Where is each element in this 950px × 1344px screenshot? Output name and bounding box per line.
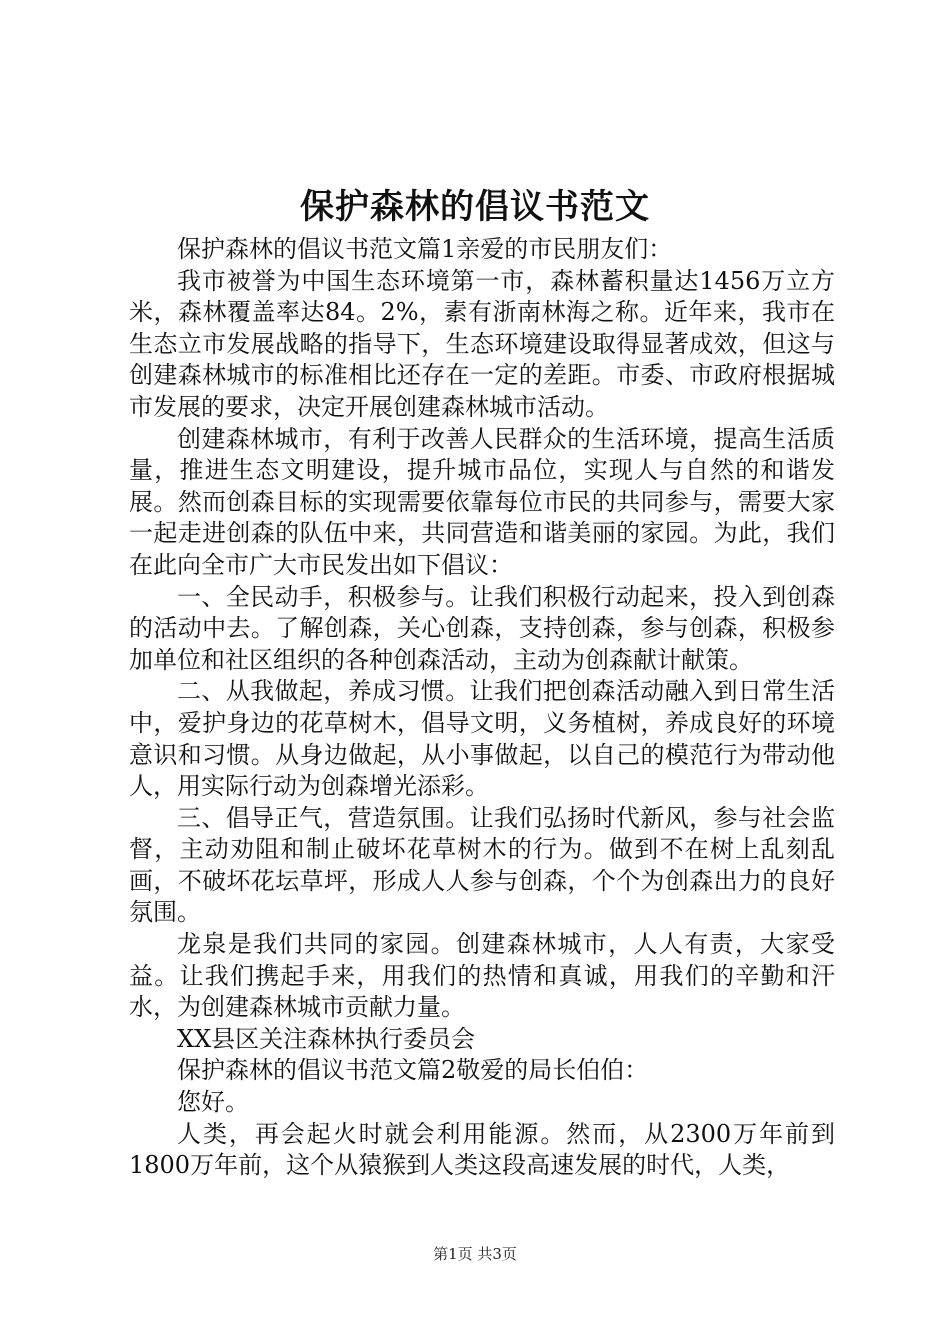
paragraph: 三、倡导正气，营造氛围。让我们弘扬时代新风，参与社会监督，主动劝阻和制止破坏花草树木的行为。做到不在树上乱刻乱画，不破坏花坛草坪，形成人人参与创森，个个为创森出力的良好氛围。	[129, 803, 835, 927]
paragraph-intro: 保护森林的倡议书范文篇2敬爱的局长伯伯：	[177, 1056, 649, 1085]
document-body	[129, 234, 835, 1182]
paragraph: 创建森林城市，有利于改善人民群众的生活环境，提高生活质量，推进生态文明建设，提升城市品位，实现人与自然的和谐发展。然而创森目标的实现需要依靠每位市民的共同参与，需要大家一起走进创森的队伍中来，共同营造和谐美丽的家园。为此，我们在此向全市广大市民发出如下倡议：	[129, 424, 835, 579]
paragraph: 人类，再会起火时就会利用能源。然而，从2300万年前到1800万年前，这个从猿猴到人类这段高速发展的时代，人类，	[129, 1119, 835, 1180]
paragraph: 二、从我做起，养成习惯。让我们把创森活动融入到日常生活中，爱护身边的花草树木，倡导文明，义务植树，养成良好的环境意识和习惯。从身边做起，从小事做起，以自己的模范行为带动他人，用实际行动为创森增光添彩。	[129, 677, 835, 801]
paragraph-intro: 保护森林的倡议书范文篇1亲爱的市民朋友们：	[177, 235, 673, 263]
paragraph: 一、全民动手，积极参与。让我们积极行动起来，投入到创森的活动中去。了解创森，关心创森，支持创森，参与创森，积极参加单位和社区组织的各种创森活动，主动为创森献计献策。	[129, 582, 835, 674]
paragraph: 我市被誉为中国生态环境第一市，森林蓄积量达1456万立方米，森林覆盖率达84。2%，素有浙南林海之称。近年来，我市在生态立市发展战略的指导下，生态环境建设取得显著成效，但这与创建森林城市的标准相比还存在一定的差距。市委、市政府根据城市发展的要求，决定开展创建森林城市活动。	[129, 266, 835, 421]
signature-line: XX县区关注森林执行委员会	[177, 1024, 476, 1053]
paragraph: 龙泉是我们共同的家园。创建森林城市，人人有责，大家受益。让我们携起手来，用我们的热情和真诚，用我们的辛勤和汗水，为创建森林城市贡献力量。	[129, 930, 835, 1022]
document-title: 保护森林的倡议书范文	[300, 187, 650, 227]
greeting-line: 您好。	[177, 1088, 249, 1117]
page-number-footer: 第1页 共3页	[433, 1245, 517, 1263]
